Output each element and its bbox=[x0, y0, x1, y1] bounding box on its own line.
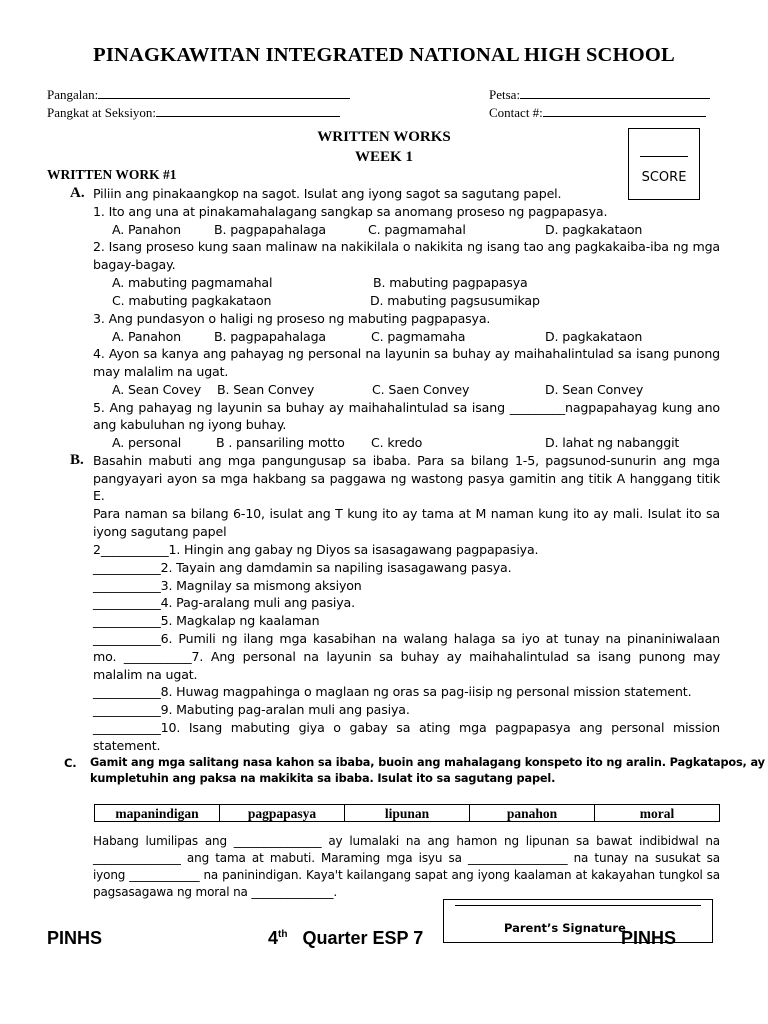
q2-choice-a: A. mabuting pagmamahal bbox=[112, 275, 273, 290]
question-3: 3. Ang pundasyon o haligi ng proseso ng mabuting pagpapasya. bbox=[93, 311, 491, 326]
q4-choice-d: D. Sean Convey bbox=[545, 382, 644, 397]
score-label: SCORE bbox=[641, 170, 687, 185]
q5-choice-a: A. personal bbox=[112, 435, 182, 450]
part-b-item-6: ___________6. Pumili ng ilang mga kasabihan na walang halaga sa iyo at tunay na pinaniniwalaan bbox=[93, 631, 720, 646]
part-c-letter: C. bbox=[64, 756, 77, 770]
q2-choice-c: C. mabuting pagkakataon bbox=[112, 293, 272, 308]
part-a-instruction: Piliin ang pinakaangkop na sagot. Isulat ang iyong sagot sa sagutang papel. bbox=[93, 186, 562, 201]
week-label: WEEK 1 bbox=[355, 149, 413, 165]
question-4-cont: may malalim na ugat. bbox=[93, 364, 229, 379]
word-bank-item: pagpapasya bbox=[220, 805, 345, 822]
section-label: Pangkat at Seksiyon: bbox=[47, 105, 157, 120]
q3-choice-d: D. pagkakataon bbox=[545, 329, 643, 344]
part-b-instruction-1: Basahin mabuti ang mga pangungusap sa ibaba. Para sa bilang 1-5, pagsunod-sunurin ang mga bbox=[93, 453, 720, 468]
name-line[interactable] bbox=[98, 86, 350, 99]
section-field bbox=[47, 104, 340, 121]
part-b-item-10-cont: statement. bbox=[93, 738, 161, 753]
page-title: WRITTEN WORKS bbox=[317, 129, 451, 145]
q1-choice-b: B. pagpapahalaga bbox=[214, 222, 327, 237]
signature-line[interactable] bbox=[455, 905, 701, 906]
part-b-item-1: 2___________1. Hingin ang gabay ng Diyos sa isasagawang pagpapasiya. bbox=[93, 542, 539, 557]
word-bank-item: lipunan bbox=[345, 805, 470, 822]
word-bank-table bbox=[94, 804, 720, 822]
q3-choice-b: B. pagpapahalaga bbox=[214, 329, 327, 344]
paragraph-line-3: iyong ____________ na paninindigan. Kaya't kailangang sapat ang iyong kaalaman at kakayahan tungkol sa bbox=[93, 868, 720, 882]
q5-choice-b: B . pansariling motto bbox=[216, 435, 345, 450]
part-b-item-8: ___________8. Huwag magpahinga o maglaan ng oras sa pag-iisip ng personal mission statement. bbox=[93, 684, 692, 699]
part-b-item-4: ___________4. Pag-aralang muli ang pasiya. bbox=[93, 595, 355, 610]
name-field bbox=[47, 86, 350, 103]
part-b-instruction-2: pangyayari ayon sa mga hakbang sa paggawa ng wastong pasya gamitin ang titik A hanggang titik bbox=[93, 471, 720, 486]
footer-left: PINHS bbox=[47, 928, 103, 948]
part-b-instruction-5: iyong sagutang papel bbox=[93, 524, 227, 539]
q3-choice-c: C. pagmamaha bbox=[371, 329, 466, 344]
q2-choice-b: B. mabuting pagpapasya bbox=[373, 275, 528, 290]
date-field bbox=[489, 86, 710, 103]
q1-choice-c: C. pagmamahal bbox=[368, 222, 466, 237]
part-b-item-5: ___________5. Magkalap ng kaalaman bbox=[93, 613, 320, 628]
score-box bbox=[628, 128, 700, 200]
question-5-cont: ang kabuluhan ng iyong buhay. bbox=[93, 417, 287, 432]
contact-line[interactable] bbox=[543, 104, 706, 117]
q2-choice-d: D. mabuting pagsusumikap bbox=[370, 293, 540, 308]
q4-choice-c: C. Saen Convey bbox=[372, 382, 470, 397]
question-1: 1. Ito ang una at pinakamahalagang sangkap sa anomang proseso ng pagpapasya. bbox=[93, 204, 608, 219]
paragraph-line-4: pagsasagawa ng moral na ______________. bbox=[93, 885, 337, 899]
q4-choice-a: A. Sean Covey bbox=[112, 382, 202, 397]
paragraph-line-2: _______________ ang tama at mabuti. Maraming mga isyu sa _________________ na tunay na susukat sa bbox=[93, 851, 720, 865]
quarter-suffix: th bbox=[278, 929, 288, 940]
quarter-number: 4 bbox=[268, 928, 279, 948]
q1-choice-d: D. pagkakataon bbox=[545, 222, 643, 237]
q1-choice-a: A. Panahon bbox=[112, 222, 182, 237]
part-a-letter: A. bbox=[70, 185, 85, 201]
q5-choice-c: C. kredo bbox=[371, 435, 423, 450]
footer-right: PINHS bbox=[621, 928, 677, 948]
part-b-letter: B. bbox=[70, 452, 84, 468]
q4-choice-b: B. Sean Convey bbox=[217, 382, 315, 397]
part-b-item-3: ___________3. Magnilay sa mismong aksiyon bbox=[93, 578, 362, 593]
part-b-item-9: ___________9. Mabuting pag-aralan muli ang pasiya. bbox=[93, 702, 410, 717]
written-work-label: WRITTEN WORK #1 bbox=[47, 167, 177, 182]
part-b-instruction-3: E. bbox=[93, 488, 105, 503]
word-bank-item: panahon bbox=[470, 805, 595, 822]
contact-field bbox=[489, 104, 706, 121]
contact-label: Contact #: bbox=[489, 105, 543, 120]
signature-label: Parent’s Signature bbox=[504, 921, 626, 935]
part-c-instruction-1: Gamit ang mga salitang nasa kahon sa ibaba, buoin ang mahalagang konspeto ito ng aralin. Pagkatapos, ay bbox=[90, 756, 765, 769]
date-line[interactable] bbox=[520, 86, 710, 99]
part-c-instruction-2: kumpletuhin ang paksa na makikita sa ibaba. Isulat ito sa sagutang papel. bbox=[90, 772, 556, 785]
word-bank-item: moral bbox=[595, 805, 720, 822]
quarter-text: Quarter ESP 7 bbox=[302, 928, 424, 948]
part-b-item-2: ___________2. Tayain ang damdamin sa napiling isasagawang pasya. bbox=[93, 560, 512, 575]
footer-quarter bbox=[268, 928, 423, 949]
part-b-item-6-cont: mo. ___________7. Ang personal na layunin sa buhay ay maihahalintulad sa isang punong may bbox=[93, 649, 720, 664]
question-4: 4. Ayon sa kanya ang pahayag ng personal na layunin sa buhay ay maihahalintulad sa isang punong bbox=[93, 346, 720, 361]
part-b-item-7-cont: malalim na ugat. bbox=[93, 667, 198, 682]
school-name: PINAGKAWITAN INTEGRATED NATIONAL HIGH SCHOOL bbox=[93, 44, 675, 66]
q3-choice-a: A. Panahon bbox=[112, 329, 182, 344]
section-line[interactable] bbox=[156, 104, 340, 117]
question-2-cont: bagay-bagay. bbox=[93, 257, 176, 272]
score-line bbox=[640, 156, 688, 157]
name-label: Pangalan: bbox=[47, 87, 99, 102]
word-bank-item: mapanindigan bbox=[95, 805, 220, 822]
part-b-instruction-4: Para naman sa bilang 6-10, isulat ang T kung ito ay tama at M naman kung ito ay mali. Isulat ito sa bbox=[93, 506, 720, 521]
q5-choice-d: D. lahat ng nabanggit bbox=[545, 435, 680, 450]
paragraph-line-1: Habang lumilipas ang _______________ ay lumalaki na ang hamon ng lipunan sa bawat indibidwal na bbox=[93, 834, 720, 848]
date-label: Petsa: bbox=[489, 87, 521, 102]
question-5: 5. Ang pahayag ng layunin sa buhay ay maihahalintulad sa isang _________nagpapahayag kung ano bbox=[93, 400, 720, 415]
part-b-item-10: ___________10. Isang mabuting giya o gabay sa ating mga pagpapasya ang personal mission bbox=[93, 720, 720, 735]
question-2: 2. Isang proseso kung saan malinaw na nakikilala o nakikita ng isang tao ang pagkakaiba-iba ng mga bbox=[93, 239, 720, 254]
